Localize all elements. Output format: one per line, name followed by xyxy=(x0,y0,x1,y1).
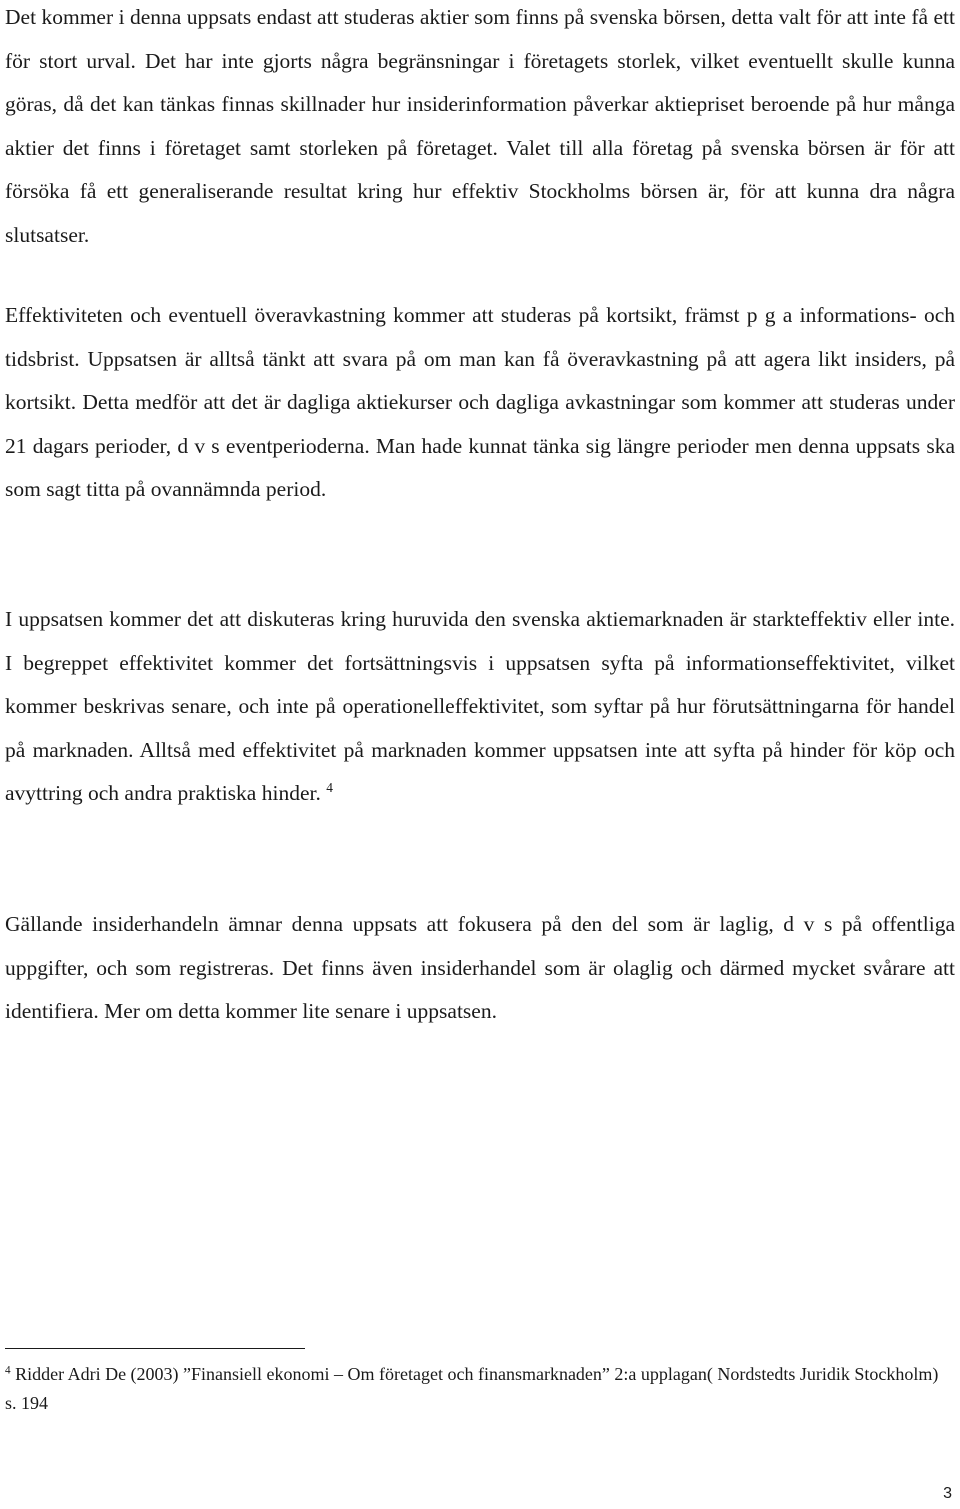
footnote-separator xyxy=(5,1348,305,1349)
footnote xyxy=(5,1360,945,1418)
page-number: 3 xyxy=(943,1485,952,1502)
paragraph-text: Effektiviteten och eventuell överavkastning kommer att studeras på kortsikt, främst p g a informations- och tidsbrist. Uppsatsen är alltså tänkt att svara på om man kan få överavkastning på att agera likt insiders, på kortsikt. Detta medför att det är dagliga aktiekurser och dagliga avkastningar som kommer att studeras under 21 dagars perioder, d v s eventperioderna. Man hade kunnat tänka sig längre perioder men denna uppsats ska som sagt titta på ovannämnda period. xyxy=(5,303,955,502)
body-paragraph-3 xyxy=(5,598,955,816)
body-paragraph-1 xyxy=(5,0,955,258)
paragraph-text: Det kommer i denna uppsats endast att studeras aktier som finns på svenska börsen, detta valt för att inte få ett för stort urval. Det har inte gjorts några begränsningar i företagets storlek, vilket eventuellt skulle kunna göras, då det kan tänkas finnas skillnader hur insiderinformation påverkar aktiepriset beroende på hur många aktier det finns i företaget samt storleken på företaget. Valet till alla företag på svenska börsen är för att försöka få ett generaliserande resultat kring hur effektiv Stockholms börsen är, för att kunna dra några slutsatser. xyxy=(5,5,955,247)
body-paragraph-2 xyxy=(5,294,955,512)
footnote-text: Ridder Adri De (2003) ”Finansiell ekonomi – Om företaget och finansmarknaden” 2:a upplagan( Nordstedts Juridik Stockholm) s. 194 xyxy=(5,1364,939,1413)
footnote-reference[interactable]: 4 xyxy=(326,780,333,796)
paragraph-text: Gällande insiderhandeln ämnar denna uppsats att fokusera på den del som är laglig, d v s på offentliga uppgifter, och som registreras. Det finns även insiderhandel som är olaglig och därmed mycket svårare att identifiera. Mer om detta kommer lite senare i uppsatsen. xyxy=(5,912,955,1024)
body-paragraph-4 xyxy=(5,903,955,1034)
paragraph-text: I uppsatsen kommer det att diskuteras kring huruvida den svenska aktiemarknaden är starkteffektiv eller inte. I begreppet effektivitet kommer det fortsättningsvis i uppsatsen syfta på informationseffektivitet, vilket kommer beskrivas senare, och inte på operationelleffektivitet, som syftar på hur förutsättningarna för handel på marknaden. Alltså med effektivitet på marknaden kommer uppsatsen inte att syfta på hinder för köp och avyttring och andra praktiska hinder. xyxy=(5,607,955,806)
footnote-marker: 4 xyxy=(5,1364,11,1377)
